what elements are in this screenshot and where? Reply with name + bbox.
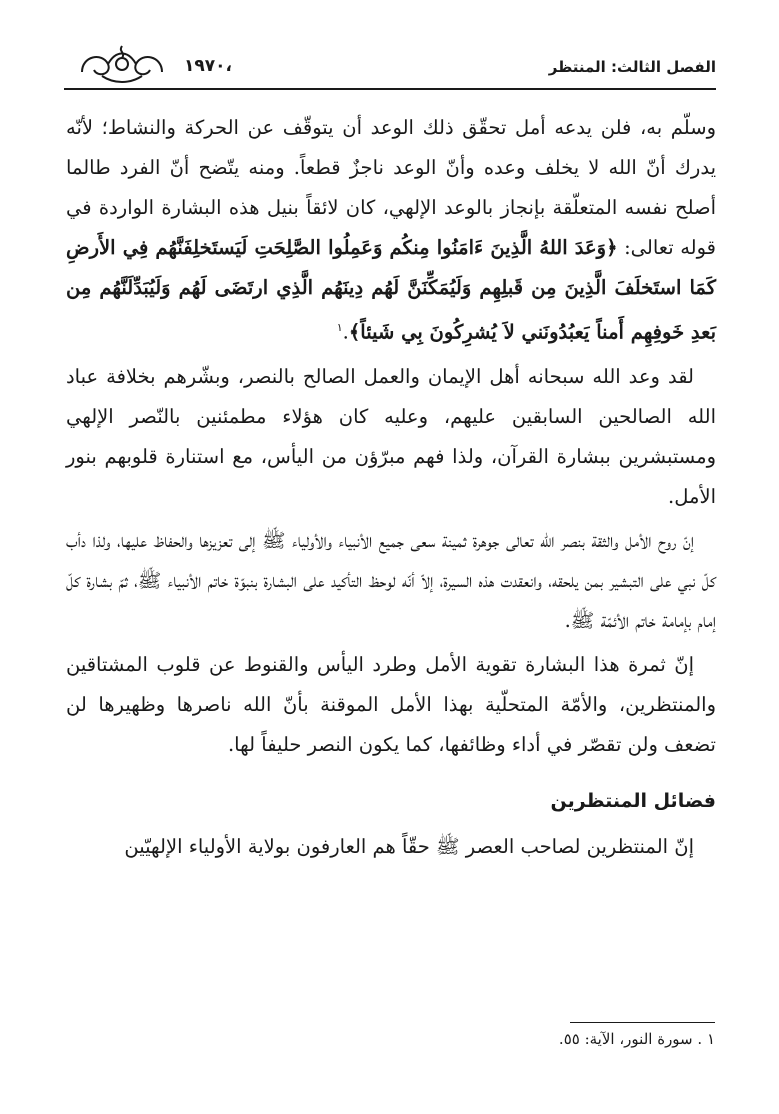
paragraph-3 — [66, 521, 716, 641]
section-paragraph-text: إنّ المنتظرين لصاحب العصر ﷺ حقّاً هم العارفون بولاية الأولياء الإلهيّين — [124, 834, 694, 858]
paragraph-2 — [66, 357, 716, 517]
footnote-marker[interactable]: ١ — [336, 321, 343, 334]
page-header — [64, 40, 716, 90]
footnote-rule — [570, 1022, 715, 1023]
chapter-title: الفصل الثالث: المنتظر — [548, 58, 716, 76]
paragraph-1-intro: وسلّم به، فلن يدعه أمل تحقّق ذلك الوعد أن يتوقّف عن الحركة والنشاط؛ لأنّه يدرك أنّ الله لا يخلف وعده وأنّ الوعد ناجزٌ قطعاً. ومنه يتّضح أنّ الفرد طالما أصلح نفسه المتعلّقة بإنجاز بالوعد الإلهي، كان لائقاً بنيل هذه البشارة الواردة في قوله تعالى: — [66, 116, 716, 259]
section-paragraph — [66, 827, 716, 867]
body-text — [66, 108, 716, 871]
paragraph-4 — [66, 645, 716, 765]
page-number: ،١٩٧٠ — [184, 56, 232, 76]
section-heading: فضائل المنتظرين — [550, 789, 716, 812]
header-rule — [64, 88, 716, 90]
quran-verse: ﴿وَعَدَ اللهُ الَّذِينَ ءَامَنُوا مِنكُم وَعَمِلُوا الصَّلِحَتِ لَيَستَخلِفَنَّهُم فِي الأَرضِ كَمَا استَخلَفَ الَّذِينَ مِن قَبلِهِم وَلَيُمَكِّنَنَّ لَهُم دِينَهُم الَّذِي ارتَضَى لَهُم وَلَيُبَدِّلَنَّهُم مِن بَعدِ خَوفِهِم أَمناً يَعبُدُونَني لاَ يُشرِكُونَ بِي شَيئاً﴾ — [66, 236, 716, 344]
paragraph-3-text: إنّ روح الأمل والثقة بنصر الله تعالى جوهرة ثمينة سعى جميع الأنبياء والأولياء ﷺ إلى تعزيزها والحفاظ عليها، ولذا دأب كلّ نبي على التبشير بمن يلحقه، وانعقدت هذه السيرة، إلاّ أنّه لوحظ التأكيد على البشارة بنبوّة خاتم الأنبياء ﷺ، ثمّ بشارة كلّ إمام بإمامة خاتم الأئمّة ﷺ. — [66, 528, 716, 632]
paragraph-1 — [66, 108, 716, 353]
footnote: ١ . سورة النور، الآية: ٥٥. — [558, 1030, 715, 1048]
decorative-ornament-icon — [72, 42, 172, 86]
paragraph-2-text: لقد وعد الله سبحانه أهل الإيمان والعمل الصالح بالنصر، وبشّرهم بخلافة عباد الله الصالحين السابقين عليهم، وعليه كان هؤلاء مطمئنين بالنّصر الإلهي ومستبشرين ببشارة القرآن، ولذا فهم مبرّؤن من اليأس، مع استنارة قلوبهم بنور الأمل. — [66, 364, 716, 508]
paragraph-1-end: . — [342, 320, 349, 344]
paragraph-4-text: إنّ ثمرة هذا البشارة تقوية الأمل وطرد اليأس والقنوط عن قلوب المشتاقين والمنتظرين، والأمّة المتحلّية بهذا الأمل الموقنة بأنّ الله ناصرها وظهيرها لن تضعف ولن تقصّر في أداء وظائفها، كما يكون النصر حليفاً لها. — [66, 652, 716, 756]
